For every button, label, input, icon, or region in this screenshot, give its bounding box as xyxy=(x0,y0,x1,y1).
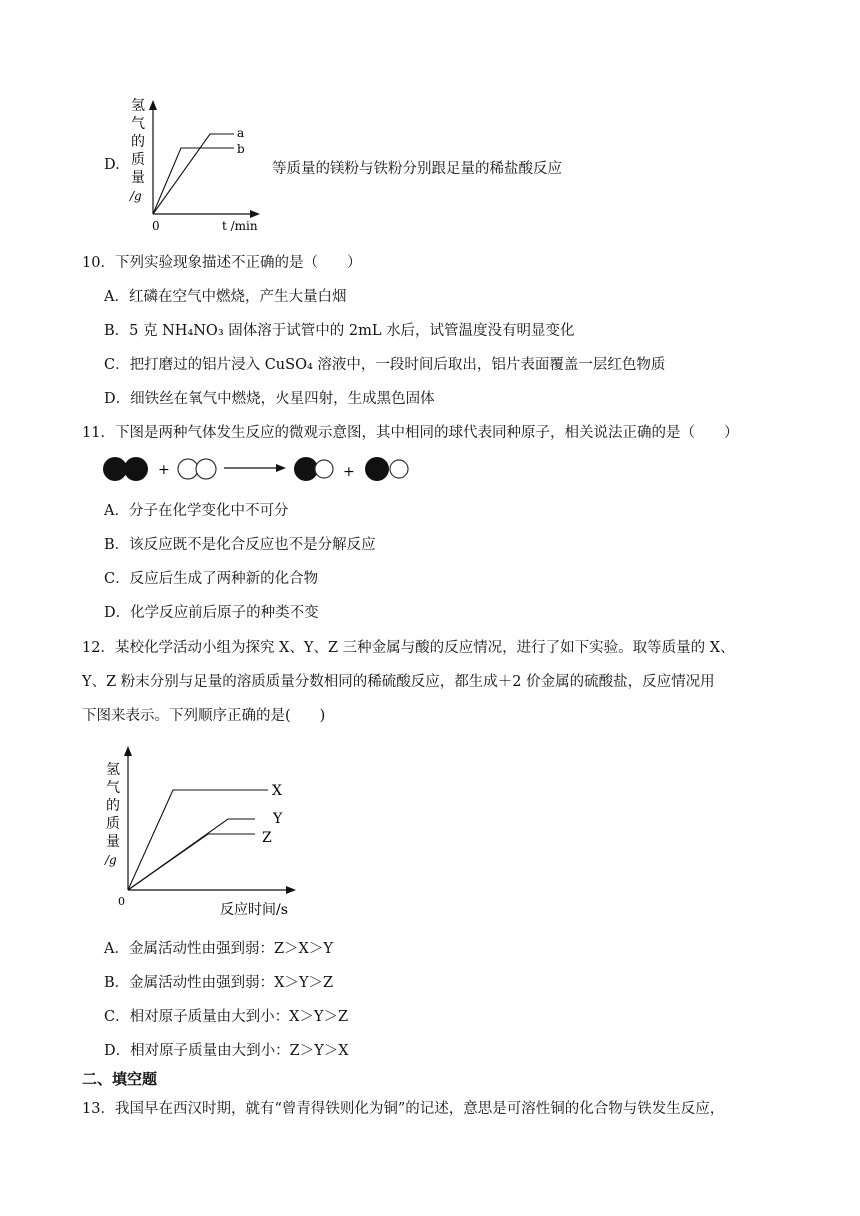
x-label: t /min xyxy=(222,219,258,233)
y-axis-arrow xyxy=(124,746,132,756)
y-label-char: 氢 xyxy=(106,762,120,778)
origin-label: 0 xyxy=(152,219,160,233)
y-unit: /g xyxy=(105,853,117,867)
q11-option-d: D．化学反应前后原子的种类不变 xyxy=(104,605,319,621)
white-atom-icon xyxy=(196,459,216,479)
series-z-label: Z xyxy=(262,830,272,846)
y-label-char: 氢 xyxy=(131,98,145,114)
white-atom-icon xyxy=(178,459,198,479)
q12-option-d: D．相对原子质量由大到小：Z＞Y＞X xyxy=(104,1043,349,1059)
y-label-char: 量 xyxy=(131,170,145,186)
black-atom-icon xyxy=(365,457,389,481)
q11-option-a: A．分子在化学变化中不可分 xyxy=(104,503,289,519)
y-label-char: 的 xyxy=(106,798,120,814)
y-label-char: 质 xyxy=(131,152,145,168)
curve-a-label: a xyxy=(237,126,245,140)
curve-a xyxy=(153,134,234,214)
black-atom-icon xyxy=(294,457,318,481)
x-axis-arrow xyxy=(286,886,296,894)
q13-stem: 13．我国早在西汉时期，就有“曾青得铁则化为铜”的记述，意思是可溶性铜的化合物与铁发生反应， xyxy=(82,1101,725,1117)
plus-sign: + xyxy=(158,462,170,478)
q12-option-c: C．相对原子质量由大到小：X＞Y＞Z xyxy=(104,1009,349,1025)
q12-option-b: B．金属活动性由强到弱：X＞Y＞Z xyxy=(104,975,334,991)
y-label-char: 气 xyxy=(106,780,120,796)
x-axis-arrow xyxy=(250,210,260,218)
series-y-line xyxy=(128,819,255,890)
y-axis-arrow xyxy=(149,100,157,110)
y-label-char: 的 xyxy=(131,134,145,150)
y-unit: /g xyxy=(130,189,142,203)
series-z-line xyxy=(128,834,255,890)
q11-option-c: C．反应后生成了两种新的化合物 xyxy=(104,571,319,587)
q12-stem-line: 下图来表示。下列顺序正确的是( ) xyxy=(82,708,326,724)
white-atom-icon xyxy=(390,460,408,478)
curve-b-label: b xyxy=(237,142,245,156)
q11-stem: 11．下图是两种气体发生反应的微观示意图，其中相同的球代表同种原子，相关说法正确的是（ ） xyxy=(82,425,739,441)
q10-stem: 10．下列实验现象描述不正确的是（ ） xyxy=(82,255,362,271)
x-label: 反应时间/s xyxy=(220,902,288,918)
origin-label: 0 xyxy=(118,895,125,908)
q9-option-d-letter: D. xyxy=(104,157,120,173)
y-label-char: 质 xyxy=(106,816,120,832)
q9-option-d-text: 等质量的镁粉与铁粉分别跟足量的稀盐酸反应 xyxy=(272,161,562,177)
q10-option-b: B．5 克 NH₄NO₃ 固体溶于试管中的 2mL 水后，试管温度没有明显变化 xyxy=(104,323,575,339)
q12-stem-line: 12．某校化学活动小组为探究 X、Y、Z 三种金属与酸的反应情况，进行了如下实验。取等质量的 X、 xyxy=(82,640,735,656)
section-title: 二、填空题 xyxy=(82,1070,158,1088)
series-x-label: X xyxy=(272,783,282,799)
q9-d-graph xyxy=(126,96,266,236)
q10-option-c: C．把打磨过的铝片浸入 CuSO₄ 溶液中，一段时间后取出，铝片表面覆盖一层红色物质 xyxy=(104,357,666,373)
q11-option-b: B．该反应既不是化合反应也不是分解反应 xyxy=(104,537,376,553)
black-atom-icon xyxy=(124,457,148,481)
q11-reaction-diagram xyxy=(100,452,420,486)
black-atom-icon xyxy=(103,457,127,481)
y-label-char: 气 xyxy=(131,116,145,132)
q10-option-a: A．红磷在空气中燃烧，产生大量白烟 xyxy=(104,289,347,305)
q12-stem-line: Y、Z 粉末分别与足量的溶质质量分数相同的稀硫酸反应，都生成＋2 价金属的硫酸盐，反应情况用 xyxy=(82,674,715,690)
white-atom-icon xyxy=(315,460,333,478)
y-label-char: 量 xyxy=(106,834,120,850)
q10-option-d: D．细铁丝在氧气中燃烧，火星四射，生成黑色固体 xyxy=(104,391,435,407)
plus-sign: + xyxy=(343,464,355,480)
series-y-label: Y xyxy=(273,811,283,827)
arrow-head-icon xyxy=(276,464,286,472)
q12-option-a: A．金属活动性由强到弱：Z＞X＞Y xyxy=(104,941,333,957)
q12-graph xyxy=(100,742,315,922)
